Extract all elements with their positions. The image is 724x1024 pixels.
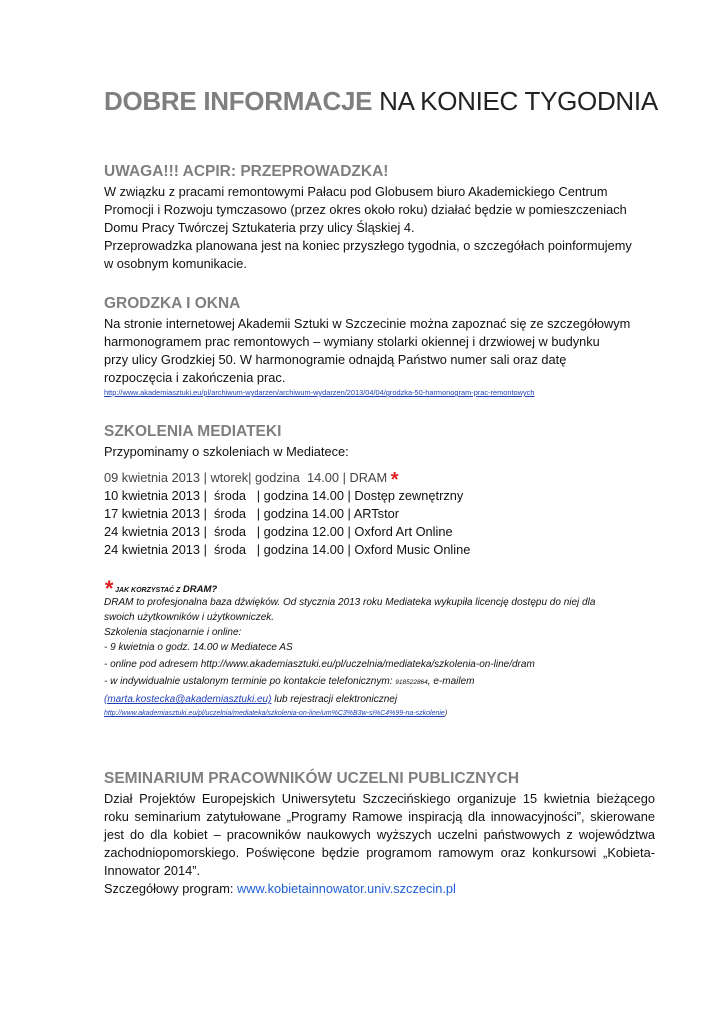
schedule-row: 10 kwietnia 2013 | środa | godzina 14.00 | Dostęp zewnętrzny bbox=[104, 488, 464, 503]
paragraph-line: w osobnym komunikacie. bbox=[104, 256, 247, 271]
schedule-row: 24 kwietnia 2013 | środa | godzina 14.00 | Oxford Music Online bbox=[104, 542, 471, 557]
paragraph-line: W związku z pracami remontowymi Pałacu pod Globusem biuro Akademickiego Centrum bbox=[104, 184, 608, 199]
note-heading-small: JAK KORZYSTAĆ Z bbox=[115, 587, 181, 594]
title-rest: NA KONIEC TYGODNIA bbox=[372, 86, 658, 116]
seminar-text: Dział Projektów Europejskich Uniwersytetu Szczecińskiego organizuje 15 kwietnia bieżącego roku seminarium zatytułowane „Programy Ramowe inspiracją dla innowacyjności”, skierowane jest do dla kobiet – pracowników naukowych wyższych uczelni państwowych z województwa zachodniopomorskiego. Poświęcone będzie programom ramowym oraz konkursowi „Kobieta-Innowator 2014”. bbox=[104, 791, 655, 878]
section-intro: Przypominamy o szkoleniach w Mediatece: bbox=[104, 444, 349, 459]
note-heading bbox=[104, 576, 664, 601]
note-line bbox=[104, 707, 664, 719]
note-heading-big: DRAM? bbox=[180, 584, 218, 595]
note-line: swoich użytkowników i użytkowniczek. bbox=[104, 612, 275, 623]
schedule-row-text: 09 kwietnia 2013 | wtorek| godzina 14.00 | DRAM bbox=[104, 470, 391, 485]
program-label: Szczegółowy program: bbox=[104, 881, 237, 896]
title-highlight: DOBRE INFORMACJE bbox=[104, 86, 373, 116]
page-title bbox=[104, 86, 658, 117]
schedule-row: 24 kwietnia 2013 | środa | godzina 12.00 | Oxford Art Online bbox=[104, 524, 453, 539]
paragraph-line: Przeprowadzka planowana jest na koniec przyszłego tygodnia, o szczegółach poinformujemy bbox=[104, 238, 632, 253]
section-heading: SEMINARIUM PRACOWNIKÓW UCZELNI PUBLICZNYCH bbox=[104, 770, 520, 787]
note-line bbox=[104, 674, 664, 690]
section-grodzka bbox=[104, 295, 652, 398]
asterisk-mark: * bbox=[390, 469, 399, 491]
note-line-text: - w indywidualnie ustalonym terminie po kontakcie telefonicznym: bbox=[104, 676, 396, 687]
note-line: DRAM to profesjonalna baza dźwięków. Od stycznia 2013 roku Mediateka wykupiła licencję dostępu do niej dla bbox=[104, 597, 596, 608]
schedule-row bbox=[104, 469, 652, 491]
note-line-text: , e-mailem bbox=[427, 676, 475, 687]
email-link[interactable]: (marta.kostecka@akademiasztuki.eu) bbox=[104, 694, 272, 705]
section-mediateka bbox=[104, 423, 652, 559]
program-link[interactable]: www.kobietainnowator.univ.szczecin.pl bbox=[237, 881, 456, 896]
note-line: - 9 kwietnia o godz. 14.00 w Mediatece AS bbox=[104, 642, 293, 653]
section-seminar bbox=[104, 770, 655, 898]
section-heading: UWAGA!!! ACPIR: PRZEPROWADZKA! bbox=[104, 163, 389, 180]
link-suffix: ) bbox=[444, 710, 448, 717]
note-line bbox=[104, 692, 664, 707]
dram-note bbox=[104, 576, 664, 719]
paragraph-line: Na stronie internetowej Akademii Sztuki w Szczecinie można zapoznać się ze szczegółowym bbox=[104, 316, 631, 331]
paragraph-line: Promocji i Rozwoju tymczasowo (przez okres około roku) działać będzie w pomieszczeniach bbox=[104, 202, 627, 217]
section-heading: GRODZKA I OKNA bbox=[104, 295, 241, 312]
harmonogram-link[interactable]: http://www.akademiasztuki.eu/pl/archiwum-wydarzen/archiwum-wydarzen/2013/04/04/grodzka-50-harmonogram-prac-remontowych bbox=[104, 388, 535, 397]
note-line: Szkolenia stacjonarnie i online: bbox=[104, 627, 242, 638]
section-heading: SZKOLENIA MEDIATEKI bbox=[104, 423, 282, 440]
phone-number: 918522864 bbox=[395, 679, 428, 686]
paragraph-line: Domu Pracy Twórczej Sztukateria przy ulicy Śląskiej 4. bbox=[104, 220, 415, 235]
note-line-text: lub rejestracji elektronicznej bbox=[271, 694, 398, 705]
schedule-row: 17 kwietnia 2013 | środa | godzina 14.00 | ARTstor bbox=[104, 506, 400, 521]
program-line bbox=[104, 880, 655, 898]
paragraph-line: rozpoczęcia i zakończenia prac. bbox=[104, 370, 286, 385]
paragraph-line: przy ulicy Grodzkiej 50. W harmonogramie odnajdą Państwo numer sali oraz datę bbox=[104, 352, 567, 367]
asterisk-mark: * bbox=[104, 576, 113, 601]
registration-link[interactable]: http://www.akademiasztuki.eu/pl/uczelnia/mediateka/szkolenia-on-line/um%C3%B3w-si%C4%99-na-szkolenie bbox=[104, 710, 445, 717]
section-acpir bbox=[104, 163, 652, 273]
note-line: - online pod adresem http://www.akademiasztuki.eu/pl/uczelnia/mediateka/szkolenia-on-line/dram bbox=[104, 659, 535, 670]
paragraph-line: harmonogramem prac remontowych – wymiany stolarki okiennej i drzwiowej w budynku bbox=[104, 334, 600, 349]
